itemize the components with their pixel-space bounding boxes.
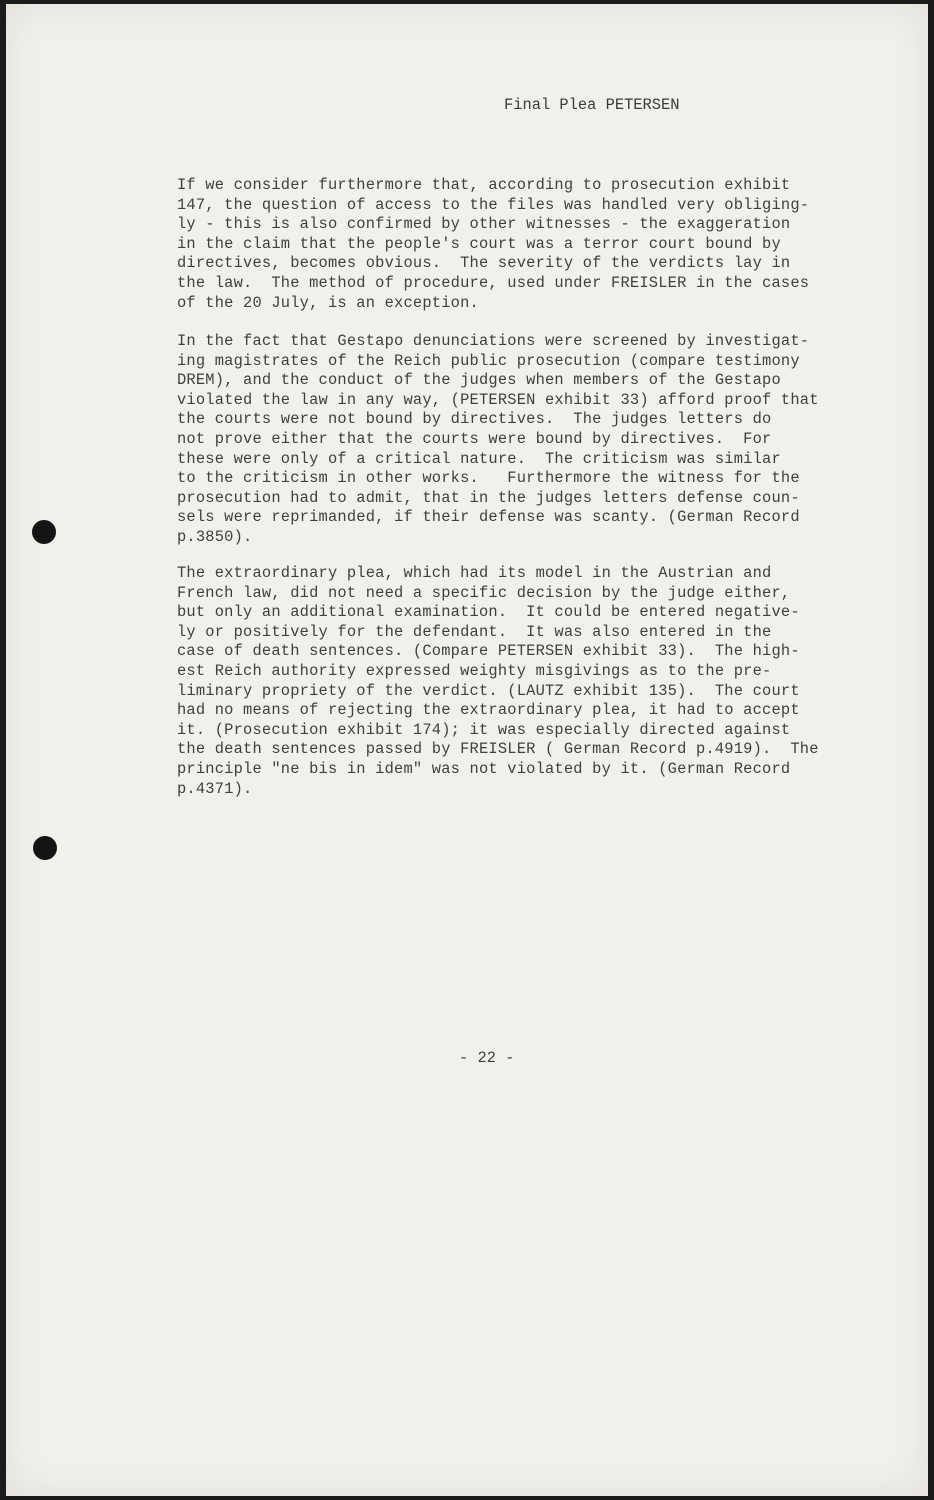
paragraph-access-to-files: If we consider furthermore that, according to prosecution exhibit 147, the question of access to the files was handled very obliging- ly - this is also confirmed by other witnesses - the exaggeration in the claim that the people's court was a terror court bound by directives, becomes obvious. The severity of the verdicts lay in the law. The method of procedure, used under FREISLER in the cases of the 20 July, is an exception. [177,176,810,312]
punch-hole-icon [32,520,56,544]
paragraph-gestapo-denunciations: In the fact that Gestapo denunciations were screened by investigat- ing magistrates of the Reich public prosecution (compare testimony DREM), and the conduct of the judges when members of the Gestapo violated the law in any way, (PETERSEN exhibit 33) afford proof that the courts were not bound by directives. The judges letters do not prove either that the courts were bound by directives. For these were only of a critical nature. The criticism was similar to the criticism in other works. Furthermore the witness for the prosecution had to admit, that in the judges letters defense coun- sels were reprimanded, if their defense was scanty. (German Record p.3850). [177,332,819,546]
paragraph-extraordinary-plea: The extraordinary plea, which had its model in the Austrian and French law, did not need a specific decision by the judge either, but only an additional examination. It could be entered negative- ly or positively for the defendant. It was also entered in the case of death sentences. (Compare PETERSEN exhibit 33). The high- est Reich authority expressed weighty misgivings as to the pre- liminary propriety of the verdict. (LAUTZ exhibit 135). The court had no means of rejecting the extraordinary plea, it had to accept it. (Prosecution exhibit 174); it was especially directed against the death sentences passed by FREISLER ( German Record p.4919). The principle "ne bis in idem" was not violated by it. (German Record p.4371). [177,564,819,798]
document-page [6,4,928,1496]
page-number: - 22 - [459,1049,515,1067]
punch-hole-icon [33,836,57,860]
page-header: Final Plea PETERSEN [504,96,680,114]
